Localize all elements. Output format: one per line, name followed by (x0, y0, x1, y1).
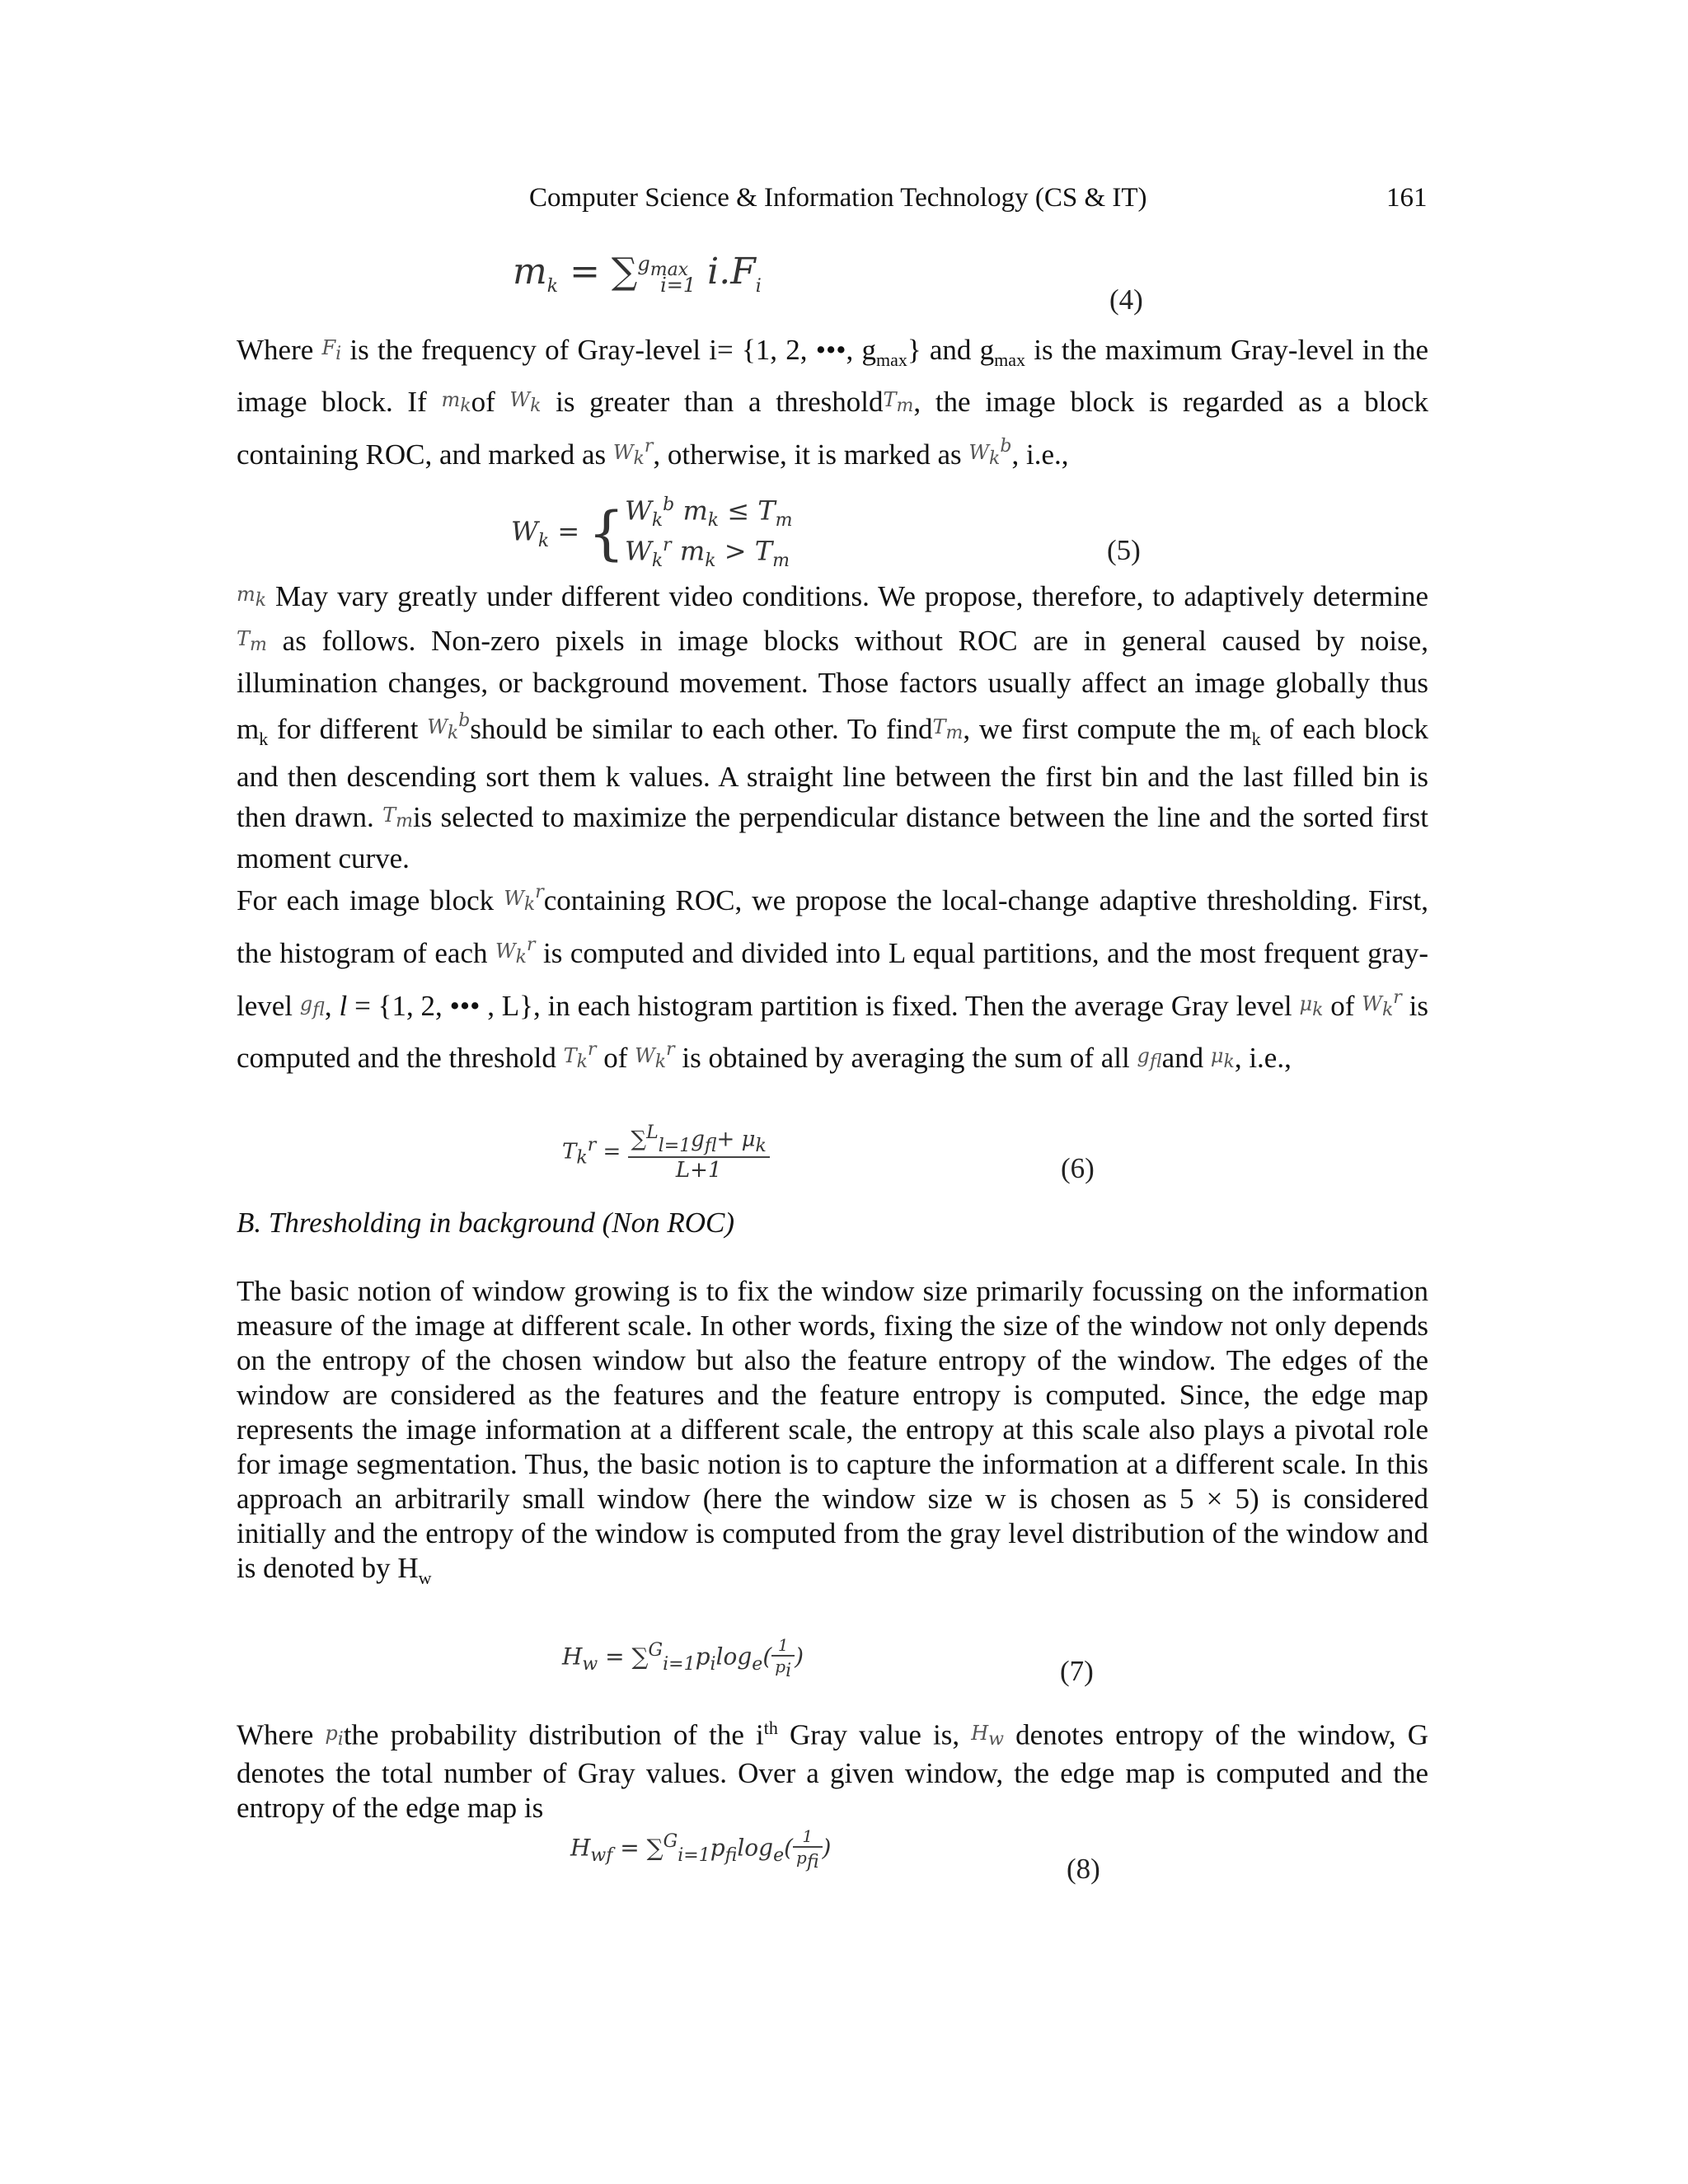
equation-8-number: (8) (1067, 1853, 1100, 1885)
equation-5: $W_k = \{W_k^b$ $m_k \le T_m$ $W_k^r$ $m_k > T_m$ (511, 494, 793, 572)
section-heading: B. Thresholding in background (Non ROC) (237, 1207, 735, 1239)
running-header: Computer Science & Information Technology (CS & IT) (529, 183, 1147, 213)
equation-7-number: (7) (1060, 1655, 1094, 1687)
paragraph-3: For each image block $W_k^rcontaining$ ROC, we propose the local-change adaptive thresholding. First, the histogram of each $W_k^r$ is computed and divided into L equal partitions, and the most frequent gray-level $g_{fl}$, l = {1, 2, ••• , L}, in each histogram partition is fixed. Then the average Gray level $\mu_k$ of $W_k^r$ is computed and the threshold $T_k^r$ of $W_k^r$ is obtained by averaging the sum of all $g_{fl}and$ $\mu_k$, i.e., (237, 882, 1428, 1075)
paragraph-2: $m_k$ May vary greatly under different video conditions. We propose, therefore, to adaptively determine $T_m$ as follows. Non-zero pixels in image blocks without ROC are in general caused by noise, illumination changes, or background movement. Those factors usually affect an image globally thus $m_k$ for different $W_k^bshould$ be similar to each other. To findT$_m$, we first compute the $m_k$ of each block and then descending sort them k values. A straight line between the first bin and the last filled bin is then drawn. $T_mis$ selected to maximize the perpendicular distance between the line and the sorted first moment curve. (237, 580, 1428, 875)
equation-4-number: (4) (1109, 284, 1143, 316)
equation-5-number: (5) (1107, 534, 1141, 566)
equation-6: $T_k^r$ = $\frac{\sum^L_{l=1}g_{fl}+ \mu_k}{L+1}$ (562, 1122, 770, 1183)
equation-4: $m_k = \sum^{g_{max}}_{i=1}$ $i.F_i$ (513, 251, 762, 297)
page-number: 161 (1386, 183, 1428, 213)
symbol-Fi: $F_i$ (321, 336, 342, 364)
paragraph-5: Where $p_ithe$ probability distribution of the $i^{th}$ Gray value is, $H_w$ denotes entropy of the window, G denotes the total number of Gray values. Over a given window, the edge map is computed and the entropy of the edge map is (237, 1718, 1428, 1825)
paragraph-4: The basic notion of window growing is to fix the window size primarily focussing on the information measure of the image at different scale. In other words, fixing the size of the window not only depends on the entropy of the chosen window but also the feature entropy of the window. The edges of the window are considered as the features and the feature entropy is computed. Since, the edge map represents the image information at a different scale, the entropy at this scale also plays a pivotal role for image segmentation. Thus, the basic notion is to capture the information at a different scale. In this approach an arbitrarily small window (here the window size w is chosen as 5 × 5) is considered initially and the entropy of the window is computed from the gray level distribution of the window and is denoted by $H_w$ (237, 1275, 1428, 1588)
paragraph-1: Where $F_i$ is the frequency of Gray-level i= {1, 2, •••, $g_{max}$} and $g_{max}$ is the maximum Gray-level in the image block. If $m_kof$ $W_k$ is greater than a thresholdT$_m$, the image block is regarded as a block containing ROC, and marked as $W_k^r$, otherwise, it is marked as $W_k^b$, i.e., (237, 334, 1428, 471)
equation-8: $H_{wf} = \sum^G_{i=1}p_{fi}\log_e$( $\frac{1}{p_{fi}}$ ) (570, 1826, 832, 1872)
equation-6-number: (6) (1061, 1152, 1095, 1184)
equation-7: $H_w = \sum^G_{i=1}p_i\log_e$( $\frac{1}{p_i}$ ) (562, 1635, 804, 1681)
